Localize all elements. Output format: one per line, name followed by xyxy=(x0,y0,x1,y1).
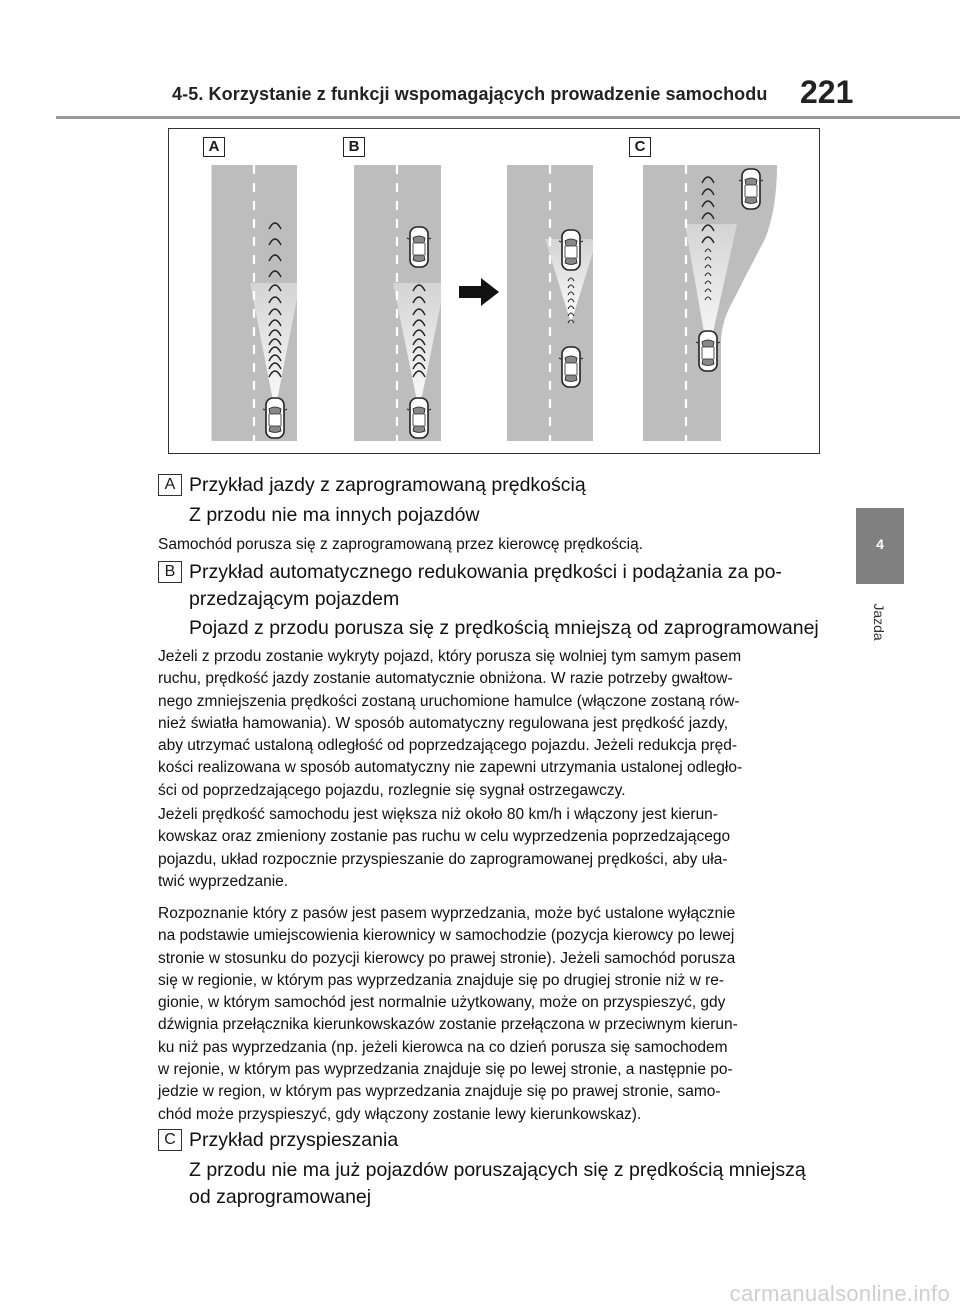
paragraph-b3-line: na podstawie umiejscowienia kierownicy w samochodzie (pozycja kierowcy po lewej xyxy=(158,927,735,945)
paragraph-b1-line: nego zmniejszenia prędkości zostaną uruchomione hamulce (włączone zostaną rów- xyxy=(158,692,740,710)
own-car-b2 xyxy=(559,347,583,387)
section-b-heading xyxy=(189,559,782,613)
section-b-heading-line2: przedzającym pojazdem xyxy=(189,588,400,610)
paragraph-b1-line: ści od poprzedzającego pojazdu, rozlegnie się sygnał ostrzegawczy. xyxy=(158,781,626,799)
paragraph-b3-line: Rozpoznanie który z pasów jest pasem wyprzedzania, może być ustalone wyłącznie xyxy=(158,905,736,922)
paragraph-b3-line: w rejonie, w którym pas wyprzedzania znajduje się po lewej stronie, a następnie po- xyxy=(158,1061,733,1079)
section-b-badge: B xyxy=(158,561,182,583)
distant-car-c xyxy=(739,169,763,209)
paragraph-b3-line: się w regionie, w którym pas wyprzedzania znajduje się po drugiej stronie niż w re- xyxy=(158,971,725,989)
section-a-badge: A xyxy=(158,474,182,496)
figure-label-c: C xyxy=(629,137,651,157)
paragraph-b3-line: ku niż pas wyprzedzania (np. jeżeli kierowca na co dzień porusza się samochodem xyxy=(158,1038,728,1056)
cruise-diagram xyxy=(169,129,821,455)
paragraph-b3-line: gionie, w którym samochód jest normalnie użytkowany, może on przyspieszyć, gdy xyxy=(158,994,726,1012)
paragraph-b1-line: ruchu, prędkość jazdy zostanie automatycznie obniżona. W razie potrzeby gwałtow- xyxy=(158,670,733,688)
page-header xyxy=(0,0,960,118)
paragraph-b1 xyxy=(158,646,830,802)
paragraph-b3-line: jedzie w region, w którym pas wyprzedzania znajduje się po prawej stronie, samo- xyxy=(158,1083,721,1101)
chapter-tab[interactable] xyxy=(856,508,904,584)
paragraph-b2-line: twić wyprzedzanie. xyxy=(158,872,289,890)
section-c-subheading-line1: Z przodu nie ma już pojazdów poruszających się z prędkością mniejszą xyxy=(189,1159,806,1181)
chapter-tab-label xyxy=(864,592,894,652)
paragraph-b3-line: chód może przyspieszyć, gdy włączony zostanie lewy kierunkowskaz). xyxy=(158,1105,642,1123)
section-c-subheading xyxy=(189,1157,806,1211)
section-b-subheading: Pojazd z przodu porusza się z prędkością mniejszą od zaprogramowanej xyxy=(189,617,819,639)
paragraph-b3-line: stronie w stosunku do pozycji kierowcy po prawej stronie). Jeżeli samochód porusza xyxy=(158,949,736,967)
paragraph-b2 xyxy=(158,804,830,893)
paragraph-a-line: Samochód porusza się z zaprogramowaną przez kierowcę prędkością. xyxy=(158,536,644,553)
paragraph-b3 xyxy=(158,903,830,1126)
preceding-car-b xyxy=(407,227,431,267)
page-number: 221 xyxy=(800,74,854,110)
paragraph-b2-line: pojazdu, układ rozpocznie przyspieszanie do zaprogramowanej prędkości, aby uła- xyxy=(158,850,728,868)
paragraph-b2-line: Jeżeli prędkość samochodu jest większa niż około 80 km/h i włączony jest kierun- xyxy=(158,806,718,823)
chapter-tab-label-text: Jazda xyxy=(871,603,887,641)
section-a-heading: Przykład jazdy z zaprogramowaną prędkością xyxy=(189,474,586,496)
section-b-heading-line1: Przykład automatycznego redukowania prędkości i podążania za po- xyxy=(189,561,782,583)
preceding-car-b2 xyxy=(559,230,583,270)
paragraph-b1-line: nież światła hamowania). W sposób automatyczny regulowana jest prędkość jazdy, xyxy=(158,714,729,732)
paragraph-b2-line: kowskaz oraz zmieniony zostanie pas ruchu w celu wyprzedzenia poprzedzającego xyxy=(158,828,731,846)
figure-label-b: B xyxy=(343,137,365,157)
section-c-badge: C xyxy=(158,1129,182,1151)
paragraph-b1-line: Jeżeli z przodu zostanie wykryty pojazd, który porusza się wolniej tym samym pasem xyxy=(158,648,742,665)
transition-arrow xyxy=(459,278,499,306)
cruise-control-illustration xyxy=(168,128,820,454)
own-car-c xyxy=(696,331,720,371)
own-car-a xyxy=(263,398,287,438)
section-a-subheading: Z przodu nie ma innych pojazdów xyxy=(189,504,480,526)
section-c-subheading-line2: od zaprogramowanej xyxy=(189,1186,372,1208)
own-car-b xyxy=(407,398,431,438)
chapter-title: 4-5. Korzystanie z funkcji wspomagających prowadzenie samochodu xyxy=(172,84,768,104)
chapter-tab-number: 4 xyxy=(876,536,884,552)
paragraph-b1-line: kości realizowana w sposób automatyczny nie zapewni utrzymania ustalonej odległo- xyxy=(158,759,743,777)
paragraph-b3-line: dźwignia przełącznika kierunkowskazów zostanie przełączona w przeciwnym kierun- xyxy=(158,1016,738,1034)
section-c-heading: Przykład przyspieszania xyxy=(189,1129,399,1151)
paragraph-b1-line: aby utrzymać ustaloną odległość od poprzedzającego pojazdu. Jeżeli redukcja pręd- xyxy=(158,737,738,755)
watermark: carmanualsonline.info xyxy=(729,1281,950,1306)
header-divider xyxy=(56,116,960,119)
figure-label-a: A xyxy=(203,137,225,157)
paragraph-a xyxy=(158,534,830,556)
